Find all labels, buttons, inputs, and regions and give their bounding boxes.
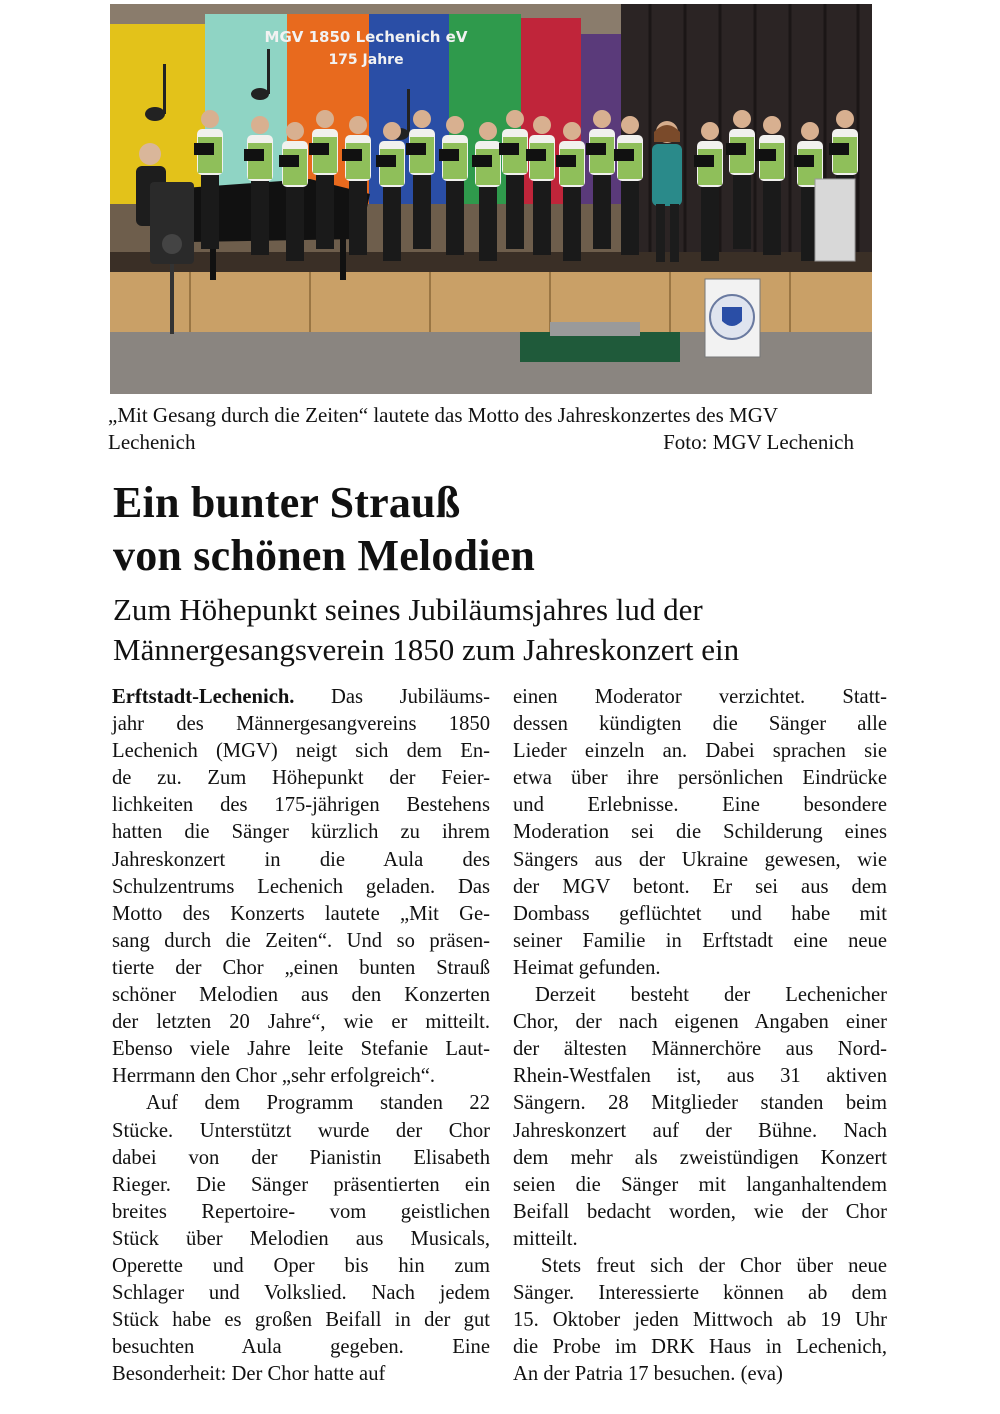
article-line: Stück habe es großen Beifall in der gut [112,1309,490,1332]
article-line: jahr des Männergesangvereins 1850 [112,713,490,736]
article-line: Stücke. Unterstützt wurde der Chor [112,1119,490,1142]
article-line: Lieder einzeln an. Dabei sprachen sie [513,740,887,763]
article-line: der ältesten Männerchöre aus Nord- [513,1038,887,1061]
photo-caption-continuation: Lechenich [108,430,196,454]
article-line: Heimat gefunden. [513,956,661,979]
article-line: und Erlebnisse. Eine besondere [513,794,887,817]
article-line: Schulzentrums Lechenich geladen. Das [112,875,490,898]
article-line: lichkeiten des 175-jährigen Bestehens [112,794,490,817]
choir-stage-photo-illustration [110,4,872,394]
article-line: Dombass geflüchtet und habe mit [513,902,887,925]
article-line: Derzeit besteht der Lechenicher [535,984,887,1007]
article-line: Chor, der nach eigenen Angaben einer [513,1011,887,1034]
article-line: Lechenich (MGV) neigt sich dem En- [112,740,490,763]
article-line: sang durch die Zeiten“. Und so präsen- [112,929,490,952]
article-line: seien die Sänger mit langanhaltendem [513,1173,887,1196]
article-line: de zu. Zum Höhepunkt der Feier- [112,767,490,790]
headline-line1: Ein bunter Strauß [113,478,461,527]
banner-text-line2: 175 Jahre [328,52,404,68]
article-line: Rieger. Die Sänger präsentierten ein [112,1173,490,1196]
article-line: Stets freut sich der Chor über neue [541,1254,887,1277]
article-line: Besonderheit: Der Chor hatte auf [112,1363,386,1386]
article-line: hatten die Sänger kürzlich zu ihrem [112,821,490,844]
headline-line2: von schönen Melodien [113,531,536,580]
article-line: Motto des Konzerts lautete „Mit Ge- [112,902,490,925]
article-line: mitteilt. [513,1227,578,1250]
article-line: Jahreskonzert auf der Bühne. Nach [513,1119,887,1142]
subheadline-line1: Zum Höhepunkt seines Jubiläumsjahres lud der [113,592,703,627]
photo-caption-line1: „Mit Gesang durch die Zeiten“ lautete das Motto des Jahreskonzertes des MGV [108,403,779,427]
article-column-2 [513,684,887,1388]
subheadline-line2: Männergesangsverein 1850 zum Jahreskonzert ein [113,632,740,667]
article-line: dessen kündigten die Sänger alle [513,713,887,736]
article-line: die Probe im DRK Haus in Lechenich, [513,1336,887,1359]
article-line: Erftstadt-Lechenich. Das Jubiläums- [112,686,490,708]
article-line: Beifall bedacht worden, wie der Chor [513,1200,887,1223]
article-line: Sängern. 28 Mitglieder standen beim [513,1092,887,1115]
article-line: Jahreskonzert in die Aula des [112,848,490,871]
article-line: Stück über Melodien aus Musicals, [112,1227,490,1250]
article-line: Herrmann den Chor „sehr erfolgreich“. [112,1065,436,1088]
article-column-1 [112,684,490,1388]
article-line: einen Moderator verzichtet. Statt- [513,686,887,708]
article-line: tierte der Chor „einen bunten Strauß [112,956,490,979]
banner-text-line1: MGV 1850 Lechenich eV [264,28,468,46]
article-line: Ebenso viele Jahre leite Stefanie Laut- [112,1038,490,1061]
article-line: Operette und Oper bis hin zum [112,1254,490,1277]
article-line: Moderation sei die Schilderung eines [513,821,887,844]
article-line: Rhein-Westfalen ist, aus 31 aktiven [513,1065,887,1088]
article-line: Auf dem Programm standen 22 [146,1092,490,1115]
photo-credit: Foto: MGV Lechenich [663,430,854,454]
article-line: der letzten 20 Jahre“, wie er mitteilt. [112,1011,490,1034]
article-line: dem mehr als zweistündigen Konzert [513,1146,887,1169]
photo-caption-line2 [108,428,856,456]
article-line: der MGV betont. Er sei aus dem [513,875,887,898]
article-line: An der Patria 17 besuchen. (eva) [513,1363,783,1386]
article-line: Sängers aus der Ukraine gewesen, wie [513,848,887,871]
article-line: Schlager und Volkslied. Nach jedem [112,1282,490,1305]
article-line: seiner Familie in Erftstadt eine neue [513,929,887,952]
article-line: etwa über ihre persönlichen Eindrücke [513,767,887,790]
dateline: Erftstadt-Lechenich. [112,686,295,708]
article-line: dabei von der Pianistin Elisabeth [112,1146,490,1169]
article-line: besuchten Aula gegeben. Eine [112,1336,490,1359]
concert-photo [110,4,872,394]
article-line: schöner Melodien aus den Konzerten [112,984,490,1007]
article-line: Sänger. Interessierte können ab dem [513,1282,887,1305]
article-line: 15. Oktober jeden Mittwoch ab 19 Uhr [513,1309,887,1332]
article-line: breites Repertoire- vom geistlichen [112,1200,490,1223]
